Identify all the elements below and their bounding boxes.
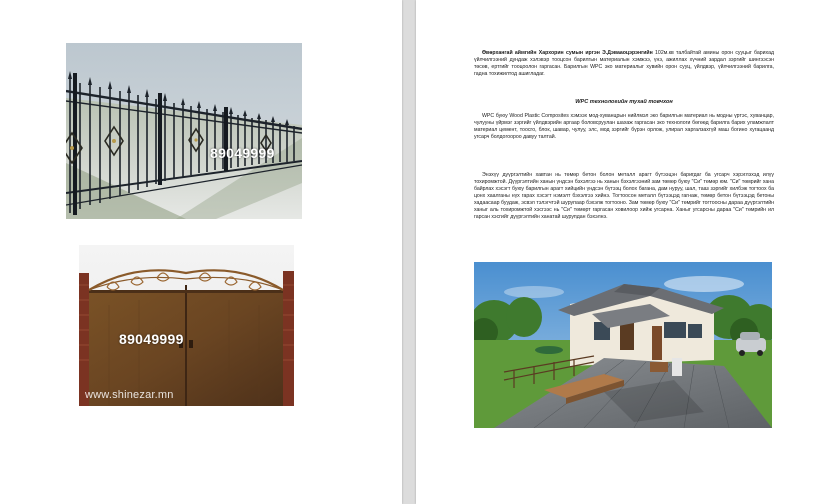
fence-photo-phone: 89049999	[210, 145, 275, 161]
gate-photo	[79, 245, 294, 406]
house-render-image	[474, 262, 772, 428]
intro-bold-lead: Өвөрхангай аймгийн Хархорин сумын иргэн Э.Дэвааоцэрэнгийн	[482, 50, 653, 56]
installation-paragraph	[474, 172, 774, 221]
intro-paragraph	[474, 50, 774, 78]
fence-photo	[66, 43, 302, 219]
wpc-paragraph-text: WPC буюу Wood Plastic Composites хэмээх мод-хуванцрын нийлмэл эко барилгын материал нь модны үртэс, хуванцар, чулууны үйрмэг зэргийг үйлдвэрийн аргаар боловсруулан шахаж гаргасан эко технологи бөгөөд барилга барих уламжлалт материал цемент, тоосго, блок, шавар, чулуу, элс, мод зэргийг бүрэн орлож, улирал харгалзахгүй маш богино хугацаанд угсарч болдогоороо давуу талтай.	[474, 113, 774, 140]
section-heading: WPC технологийн тухай товчхон	[575, 99, 673, 105]
wpc-paragraph	[474, 113, 774, 141]
house-render-photo	[474, 262, 772, 428]
gate-photo-phone: 89049999	[119, 331, 184, 347]
document-page-left	[0, 0, 402, 504]
page-gap	[402, 0, 416, 504]
intro-rest: 102м.кв талбайтай амины орон сууцыг барихад үйлчилгээний дундаж хэлэвэр тооцсон барилгын материалын хэмжээ, үнэ, ажиллах хүчний зардал зэргийг шингээсэн төсөв, ертгийг тооцоолон гаргасан. Барилгын WPC эко материалыг хувийн орон сууц, үйлдвэр, үйлчилгээний барилга, гадна тохижилтод ашигладаг.	[474, 50, 774, 77]
installation-paragraph-text: Энэхүү дүүргэлтийн хавтан нь төмөр бетон болон металл арагт бүтээцэн баригдаг ба угсарч хэрэглэхэд илүү тохиромжтой. Дүүргэлтийн ханын үндсэн бэхэлгээ нь ханын бэхэлгээний зам төмөр буюу "Си" төмөр юм. "Си" төмрийг хана байрлах хэсэгт буюу барилгын арагт хийцийн үндсэн бүтээц болох багана, дам нуруу, шал, тааз зэргийг хилбэж тогтоох ба цонх хаалганы нүх гарах хэсэгт нэмэлт бэхэлгээ хийнэ. Тогтоосон металл бүтээцэд гагнаж, төмөр бетон бүтээцэд бетоны хадаасаар буудаж, эсвэл тэлэгчтэй шурупаар бэхэлж тогтооно. Зам төмөр буюу "Си" төмрийг тогтоосны дараа дүүргэлтийн ханыг аль тохиромжтой хэсгээс нь "Си" төмөрт гаргасан ховилоор хийж угсарна. Ханыг угсарсны дараа "Си" төмрийн ил гарсан хэсгийг дүүргэлтийн ханатай шурупдан бэхэлнэ.	[474, 172, 774, 220]
gate-photo-image	[79, 245, 294, 406]
gate-photo-watermark: www.shinezar.mn	[85, 389, 174, 401]
fence-photo-image	[66, 43, 302, 219]
